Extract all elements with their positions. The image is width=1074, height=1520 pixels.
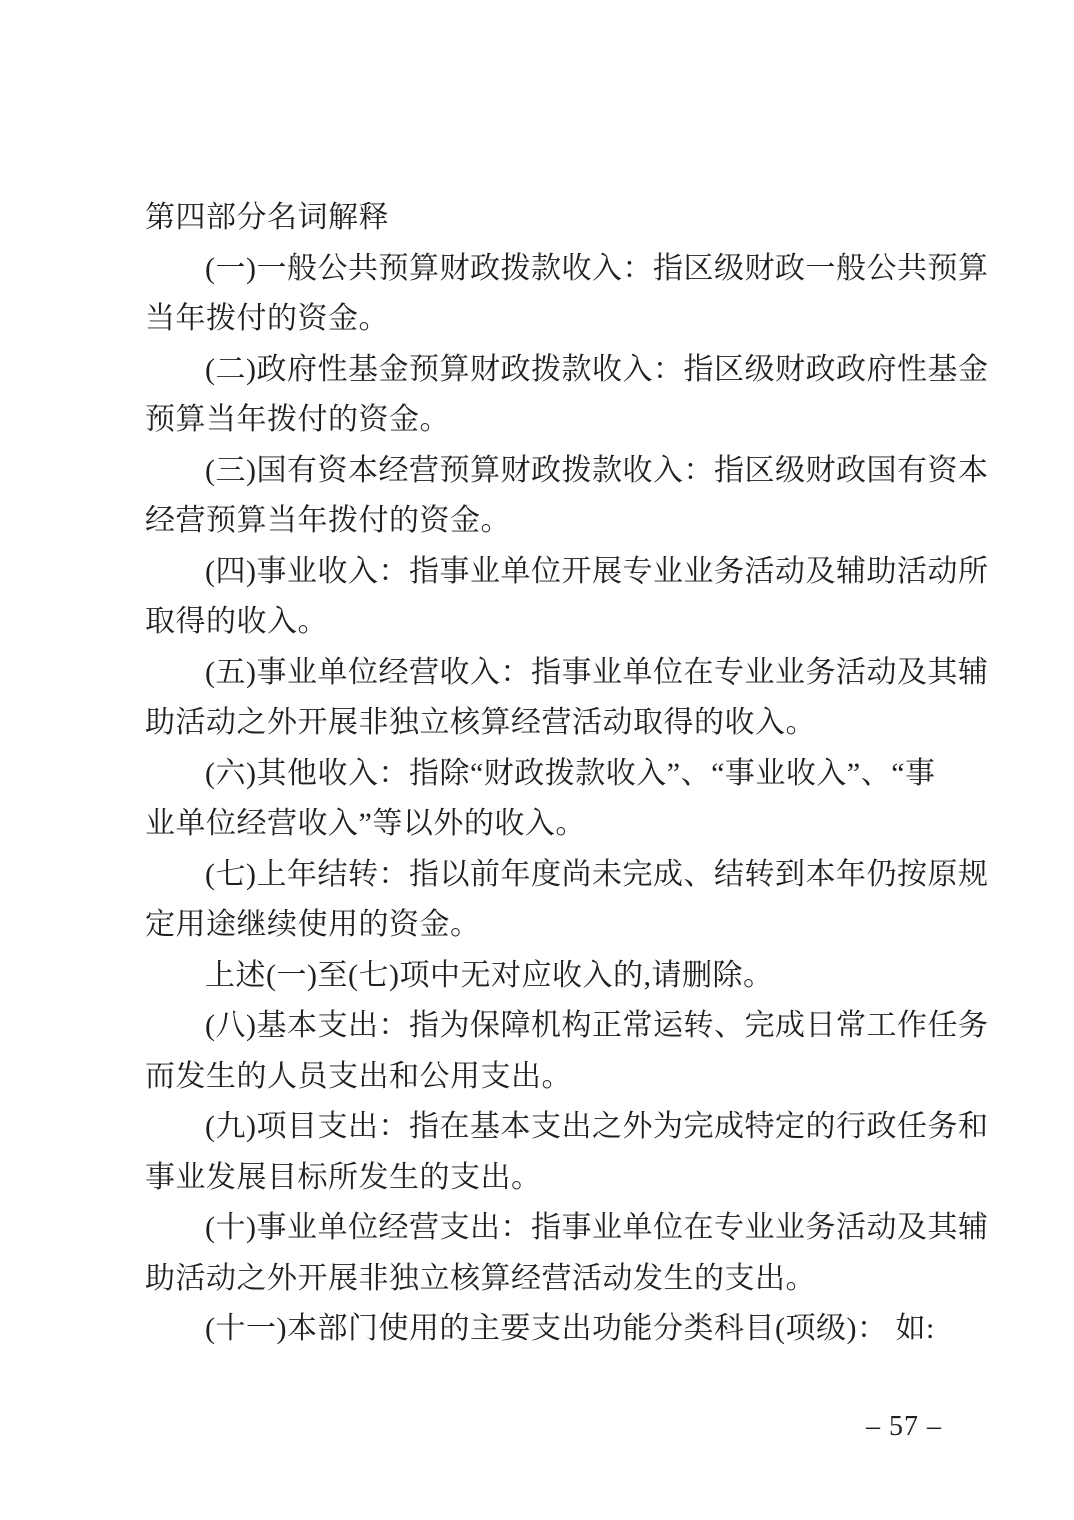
text-line: (一)一般公共预算财政拨款收入：指区级财政一般公共预算 <box>205 251 989 285</box>
page-number: – 57 – <box>866 1411 942 1442</box>
text-line: 预算当年拨付的资金。 <box>145 403 450 436</box>
text-line: 助活动之外开展非独立核算经营活动取得的收入。 <box>145 706 816 739</box>
text-line: (十一)本部门使用的主要支出功能分类科目(项级)： 如: <box>205 1312 935 1345</box>
text-line: (十)事业单位经营支出：指事业单位在专业业务活动及其辅 <box>205 1211 989 1244</box>
text-line: 上述(一)至(七)项中无对应收入的,请删除。 <box>205 958 774 992</box>
text-line: 业单位经营收入”等以外的收入。 <box>145 807 586 840</box>
text-line: (二)政府性基金预算财政拨款收入：指区级财政政府性基金 <box>205 352 989 386</box>
text-line: (三)国有资本经营预算财政拨款收入：指区级财政国有资本 <box>205 453 989 487</box>
text-line: 定用途继续使用的资金。 <box>145 908 481 941</box>
text-line: (五)事业单位经营收入：指事业单位在专业业务活动及其辅 <box>205 655 989 689</box>
text-line: 当年拨付的资金。 <box>145 302 389 335</box>
text-line: (六)其他收入：指除“财政拨款收入”、“事业收入”、“事 <box>205 756 936 790</box>
text-line: (七)上年结转：指以前年度尚未完成、结转到本年仍按原规 <box>205 857 989 891</box>
terms-definitions-section <box>145 193 1005 1355</box>
text-line: 经营预算当年拨付的资金。 <box>145 504 511 537</box>
text-line: 助活动之外开展非独立核算经营活动发生的支出。 <box>145 1261 816 1295</box>
text-line: (九)项目支出：指在基本支出之外为完成特定的行政任务和 <box>205 1110 989 1143</box>
text-line: 事业发展目标所发生的支出。 <box>145 1160 542 1194</box>
text-line: (四)事业收入：指事业单位开展专业业务活动及辅助活动所 <box>205 554 989 588</box>
section-heading: 第四部分名词解释 <box>145 201 389 234</box>
text-line: 而发生的人员支出和公用支出。 <box>145 1059 572 1093</box>
text-line: (八)基本支出：指为保障机构正常运转、完成日常工作任务 <box>205 1009 989 1042</box>
text-line: 取得的收入。 <box>145 605 328 638</box>
